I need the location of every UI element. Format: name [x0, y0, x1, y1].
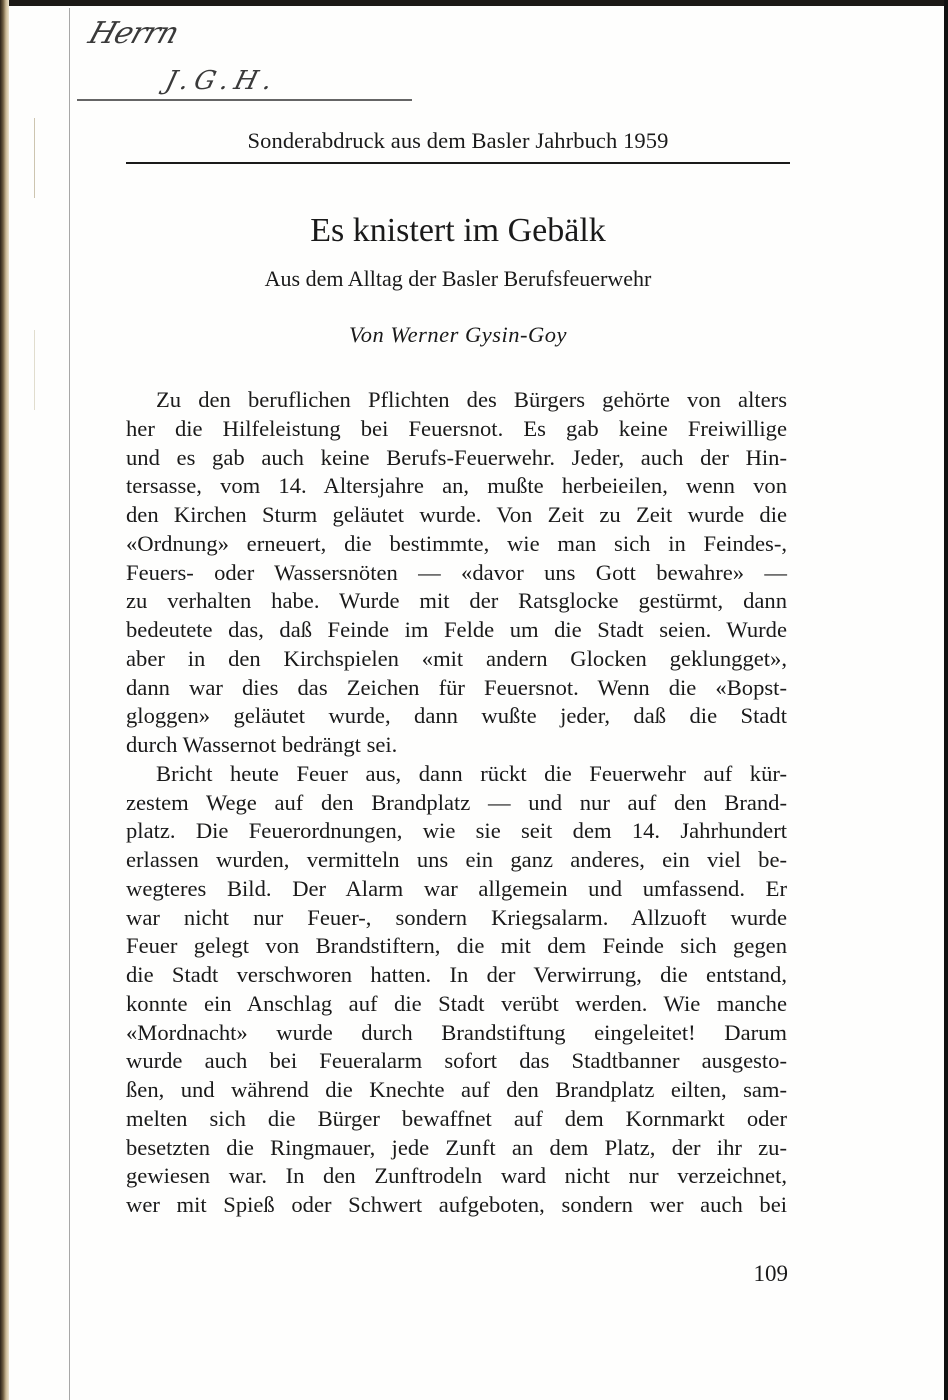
- text-line: zu verhalten habe. Wurde mit der Ratsglocke gestürmt, dann: [126, 588, 787, 614]
- text-line: her die Hilfeleistung bei Feuersnot. Es gab keine Freiwillige: [126, 415, 787, 441]
- text-line: «Ordnung» erneuert, die bestimmte, wie man sich in Feindes-,: [126, 530, 787, 556]
- text-line: konnte ein Anschlag auf die Stadt verübt werden. Wie manche: [126, 990, 787, 1016]
- text-line: ßen, und während die Knechte auf den Brandplatz eilten, sam-: [126, 1077, 787, 1102]
- text-line: platz. Die Feuerordnungen, wie sie seit dem 14. Jahrhundert: [126, 818, 787, 844]
- text-line: Bricht heute Feuer aus, dann rückt die Feuerwehr auf kür-: [156, 760, 787, 786]
- paragraph-1: [126, 386, 787, 760]
- text-line: wer mit Spieß oder Schwert aufgeboten, sondern wer auch bei: [126, 1192, 787, 1217]
- text-line: war nicht nur Feuer-, sondern Kriegsalarm. Allzuoft wurde: [126, 904, 787, 930]
- scan-right-edge: [944, 0, 948, 1400]
- text-line: und es gab auch keine Berufs-Feuerwehr. Jeder, auch der Hin-: [126, 444, 787, 470]
- text-line: gloggen» geläutet wurde, dann wußte jeder, daß die Stadt: [126, 703, 787, 729]
- article-subtitle: Aus dem Alltag der Basler Berufsfeuerwehr: [264, 266, 652, 291]
- binding-edge: [0, 0, 9, 1400]
- offprint-header: Sonderabdruck aus dem Basler Jahrbuch 1959: [247, 128, 669, 153]
- text-line: bedeutete das, daß Feinde im Felde um die Stadt seien. Wurde: [126, 617, 787, 642]
- article-body: [126, 386, 787, 1220]
- article-author: Von Werner Gysin-Goy: [349, 322, 567, 347]
- text-line: die Stadt verschworen hatten. In der Verwirrung, die entstand,: [126, 962, 787, 987]
- text-line: aber in den Kirchspielen «mit andern Glocken geklungget»,: [126, 645, 787, 671]
- page-number: 109: [753, 1261, 788, 1286]
- fold-line: [69, 8, 70, 1400]
- text-line: durch Wassernot bedrängt sei.: [126, 732, 398, 757]
- text-line: wegteres Bild. Der Alarm war allgemein und umfassend. Er: [126, 875, 787, 901]
- paper-mark: [34, 118, 35, 198]
- text-line: den Kirchen Sturm geläutet wurde. Von Zeit zu Zeit wurde die: [126, 502, 787, 527]
- article-title: Es knistert im Gebälk: [310, 212, 606, 249]
- text-line: Zu den beruflichen Pflichten des Bürgers gehörte von alters: [156, 387, 787, 412]
- handwritten-note-line2: J.G.H.: [162, 66, 282, 96]
- text-line: wurde auch bei Feueralarm sofort das Stadtbanner ausgesto-: [126, 1048, 787, 1074]
- text-line: tersasse, vom 14. Altersjahre an, mußte herbeieilen, wenn von: [126, 473, 787, 499]
- text-line: Feuer gelegt von Brandstiftern, die mit dem Feinde sich gegen: [126, 933, 787, 959]
- text-line: melten sich die Bürger bewaffnet auf dem Kornmarkt oder: [126, 1105, 787, 1131]
- paragraph-2: [126, 760, 787, 1220]
- scan-top-edge: [0, 0, 948, 6]
- header-rule: [126, 162, 790, 164]
- text-line: dann war dies das Zeichen für Feuersnot. Wenn die «Bopst-: [126, 674, 787, 700]
- text-line: zestem Wege auf den Brandplatz — und nur auf den Brand-: [126, 789, 787, 815]
- text-line: erlassen wurden, vermitteln uns ein ganz anderes, ein viel be-: [126, 847, 787, 872]
- text-line: Feuers- oder Wassersnöten — «davor uns Gott bewahre» —: [126, 559, 787, 585]
- text-line: «Mordnacht» wurde durch Brandstiftung eingeleitet! Darum: [126, 1019, 787, 1045]
- handwritten-underline: [77, 99, 412, 101]
- text-line: gewiesen war. In den Zunftrodeln ward nicht nur verzeichnet,: [126, 1163, 787, 1189]
- text-line: besetzten die Ringmauer, jede Zunft an dem Platz, der ihr zu-: [126, 1134, 787, 1160]
- paper-mark: [34, 330, 35, 410]
- handwritten-note-line1: Herrn: [84, 16, 183, 51]
